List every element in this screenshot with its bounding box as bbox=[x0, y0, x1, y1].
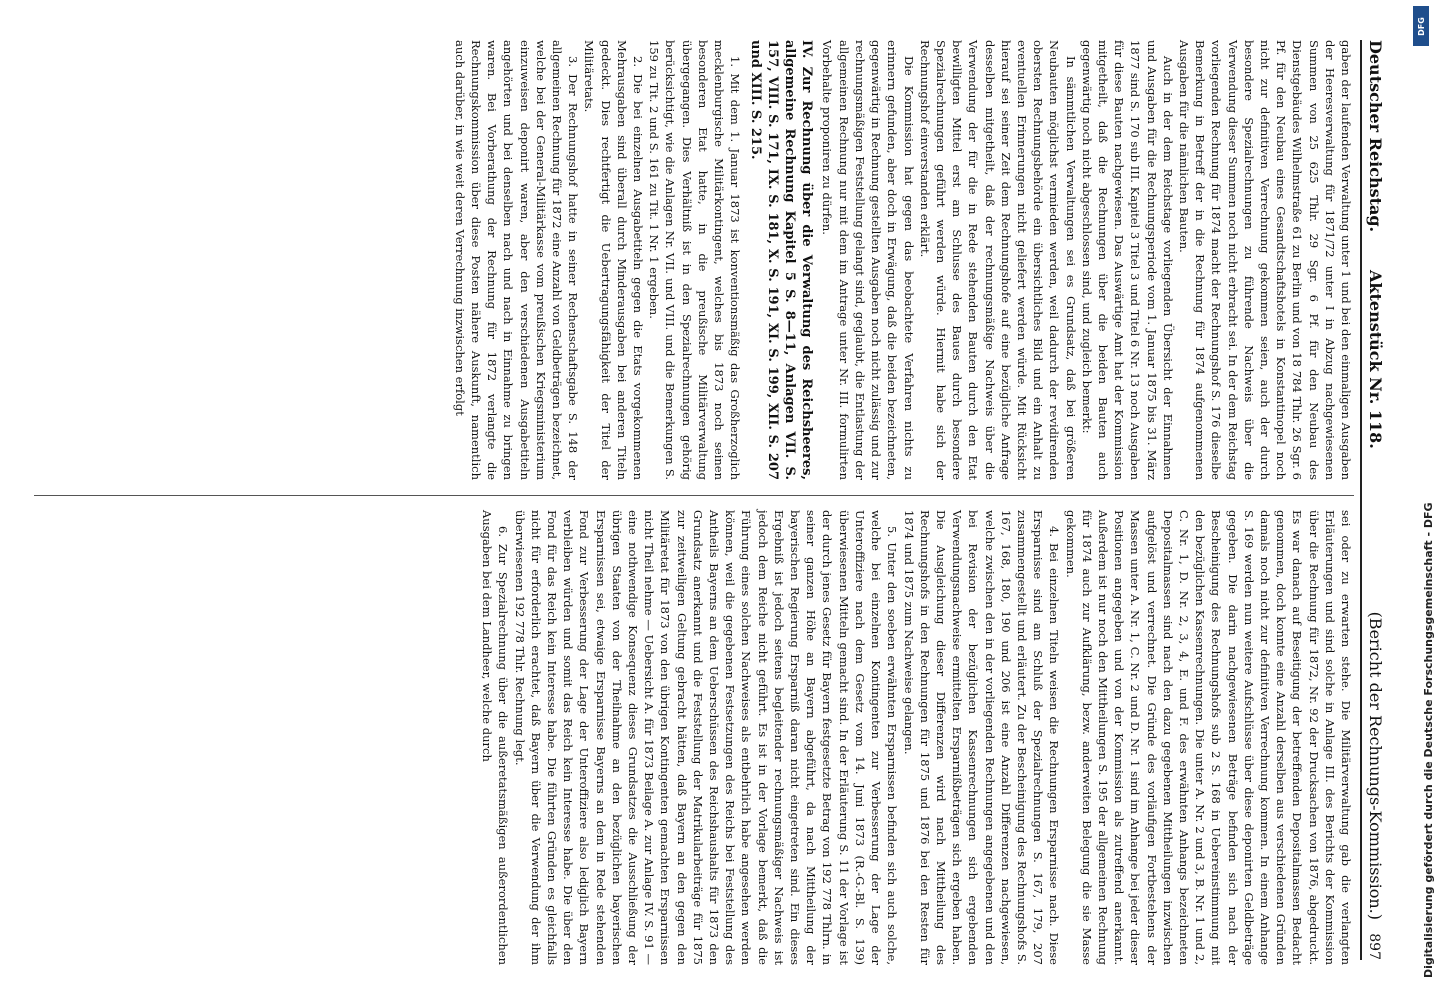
dfg-logo bbox=[1413, 6, 1429, 46]
paragraph: 5. Unter den soeben erwähnten Ersparnissen befinden sich auch solche, welche bei einzelnen Kontingenten zur Verbesserung der Lage der Unteroffiziere nach dem Gesetz vom 14. Juni 1873 (R.-G.-Bl. S. 139) überwiesenen Mitteln gemacht sind. In der Erläuterung S. 11 der Vorlage ist der durch jenes Gesetz für Bayern festgesetzte Betrag von 192 778 Thlrn. in seiner ganzen Höhe an Bayern abgeführt, da nach Mittheilung der bayerischen Regierung Ersparniß daran nicht eingetreten sind. Ein dieses Ergebniß ist jedoch seitens begleitender rechnungsmäßiger Nachweis ist jedoch dem Reiche nicht geführt. Es ist in der Vorlage bemerkt, daß die Führung eines solchen Nachweises als entbehrlich habe angesehen werden können, weil die gegebenen Festsetzungen des Reichs bei Feststellung des Antheils Bayerns an dem Ueberschüssen des Reichshaushalts für 1873 den Grundsatz anerkannt und die Feststellung der Matrikularbeiträge für 1875 zur zeitweiligen Geltung gebracht hätten, daß Bayern an den gegen den Militäretat für 1873 von den übrigen Kontingenten gemachten Ersparnissen nicht Theil nehme — Uebersicht A. für 1873 Beilage A. zur Anlage IV. S. 91 — eine nothwendige Konsequenz dieses Grundsatzes die Ausschließung der übrigen Staaten von der Theilnahme an den bezüglichen bayerischen Ersparnissen sei, etwaige Ersparnisse Bayerns an dem in Rede stehenden Fond zur Verbesserung der Lage der Unteroffiziere also lediglich Bayern verbleiben würden und somit das Reich kein Interesse habe. Die über den Fond für das Reich kein Interesse habe. Die führten Gründen es gleichfalls nicht für erforderlich erachtet, daß Bayern über die Verwendung der ihm überwiesenen 192 778 Thlr. Rechnung legt. bbox=[512, 510, 900, 965]
digitization-credit bbox=[1408, 8, 1435, 992]
digitization-credit-text: Digitalisierung gefördert durch die Deutsche Forschungsgemeinschaft - DFG bbox=[1422, 502, 1435, 978]
paragraph: In sämmtlichen Verwaltungen sei es Grundsatz, daß bei größeren Neubauten möglichst vermieden werden, weil dadurch der revidirenden obersten Rechnungsbehörde ein übersichtliches Bild und ein Anhalt zu eventuellen Erinnerungen nicht geliefert werden würde. Mit Rücksicht hierauf sei seiner Zeit dem Rechnungshofe auf eine bezügliche Anfrage desselben mitgetheilt, daß der rechnungsmäßige Nachweis über die Verwendung der für die in Rede stehenden Bauten durch den Etat bewilligten Mittel erst am Schlusse des Baues durch besondere Spezialrechnungen geführt werden würde. Hiermit habe sich der Rechnungshof einverstanden erklärt. bbox=[917, 40, 1078, 480]
paragraph: 2. Die bei einzelnen Ausgabetiteln gegen die Etats vorgekommenen Mehrausgaben sind überall durch Minderausgaben bei anderen Titeln gedeckt. Dies rechtfertigt die Uebertragungsfähigkeit der Titel der Militäretats. bbox=[582, 40, 646, 480]
dfg-logo-text: DFG bbox=[1416, 16, 1426, 36]
section-heading: IV. Zur Rechnung über die Verwaltung des Reichsheeres, allgemeine Rechnung Kapitel 5 S. 8—11, Anlagen VII. S. 157, VIII. S. 171, IX. S. 181, X. S. 191, XI. S. 199, XII. S. 207 und XIII. S. 215. bbox=[748, 40, 815, 480]
column-divider bbox=[34, 495, 1354, 496]
text-column-left bbox=[34, 40, 1354, 480]
paragraph: 6. Zur Spezialrechnung über die außeretatsmäßigen außerordentlichen Ausgaben bei dem Landheer, welche durch bbox=[480, 510, 511, 965]
text-column-right bbox=[34, 510, 1354, 965]
paragraph: 4. Bei einzelnen Titeln weisen die Rechnungen Ersparnisse nach. Diese Ersparnisse sind am Schluß der Spezialrechnungen S. 167, 179, 207 zusammengestellt und erläutert. Zu der Bescheinigung des Rechnungshofs S. 167, 168, 180, 190 und 206 ist eine Anzahl Differenzen nachgewiesen, welche zwischen den in der vorliegenden Rechnungen angegebenen und den bei Revision der bezüglichen Kassenrechnungen sich ergebenden Verwendungsnachweise ermittelten Ersparnißbeträgen sich ergeben haben. Die Ausgleichung dieser Differenzen wird nach Mittheilung des Rechnungshofs in den Rechnungen für 1875 und 1876 bei den Resten für 1874 und 1875 zum Nachweise gelangen. bbox=[901, 510, 1062, 965]
paragraph: Auch in der dem Reichstage vorliegenden Übersicht der Einnahmen und Ausgaben für die Rechnungsperiode vom 1. Januar 1875 bis 31. März 1877 sind S. 170 sub III. Kapitel 3 Titel 3 und Titel 6 Nr. 13 noch Ausgaben für diese Bauten nachgewiesen. Das Auswärtige Amt hat der Kommission mitgetheilt, daß die Rechnungen über die beiden Bauten auch gegenwärtig noch nicht abgeschlossen sind, und zugleich bemerkt: bbox=[1079, 40, 1175, 480]
page-number: 897 bbox=[1366, 933, 1382, 960]
header-document-number: Aktenstück Nr. 118. bbox=[1366, 270, 1385, 449]
header-section-title: (Bericht der Rechnungs-Kommission.) bbox=[1366, 611, 1385, 920]
paragraph: sei oder zu erwarten stehe. Die Militärverwaltung gab die verlangten Erläuterungen und sind solche in Anlage III. des Berichts der Kommission über die Rechnung für 1872, Nr. 92 der Drucksachen von 1876, abgedruckt. Es war danach auf Beseitigung der betreffenden Depositalmassen Bedacht genommen, doch konnte eine Anzahl derselben aus verschiedenen Gründen damals noch nicht zur definitiven Verrechnung kommen. In einem Anhange S. 169 werden nun weitere Aufschlüsse über diese deponirten Geldbeträge gegeben. Die darin nachgewiesenen Beträge befinden sich nach der Bescheinigung des Rechnungshofs sub 2 S. 168 in Uebereinstimmung mit den bezüglichen Kassenrechnungen. Die unter A. Nr. 2 und 3, B. Nr. 1 und 2, C. Nr. 1, D. Nr. 2, 3, 4, E. und F. des erwähnten Anhangs bezeichneten Depositalmassen sind nach den dazu gegebenen Mittheilungen inzwischen aufgelöst und verrechnet. Die Gründe des vorläufigen Fortbestehens der Massen unter A. Nr. 1, C. Nr. 2 und D. Nr. 1 sind im Anhange bei jeder dieser Positionen angegeben und von der Kommission als zutreffend anerkannt. Außerdem ist nur noch den Mittheilungen S. 195 der allgemeinen Rechnung für 1874 auch zur Aufklärung, bezw. anderweiten Belegung die sie Masse gekommen. bbox=[1063, 510, 1353, 965]
paragraph: 3. Der Rechnungshof hatte in seiner Rechenschaftsgabe S. 148 der allgemeinen Rechnung für 1872 eine Anzahl von Geldbeträgen bezeichnet, welche bei der General-Militärkasse vom preußischen Kriegsministerium einzuweisen deponirt waren, aber den verschiedenen Ausgabetiteln angehörten und bei denselben nach und nach in Einnahme zu bringen waren. Bei Vorberathung der Rechnung für 1872 verlangte die Rechnungskommission über diese Posten nähere Auskunft, namentlich auch darüber, in wie weit deren Verrechnung inzwischen erfolgt bbox=[452, 40, 581, 480]
paragraph: Die Kommission hat gegen das beobachtete Verfahren nichts zu erinnern gefunden, aber doch in Erwägung, daß die beiden bezeichneten, gegenwärtig in Rechnung gestellten Ausgaben noch nicht zulässig und zur rechnungsmäßigen Feststellung gelangt sind, geglaubt, die Entlastung der allgemeinen Rechnung nur mit dem im Antrage unter Nr. III. formulirten Vorbehalte proponiren zu dürfen. bbox=[820, 40, 916, 480]
page-header bbox=[1360, 40, 1392, 960]
header-publication: Deutscher Reichstag. bbox=[1366, 40, 1385, 233]
paragraph: gaben der laufenden Verwaltung unter 1 und bei den einmaligen Ausgaben der Heeresverwaltung für 1871/72 unter I in Abzug nachgewiesenen Summen von 25 625 Thlr. 29 Sgr. 6 Pf. für den Neubau des Dienstgebäudes Wilhelmstraße 61 zu Berlin und von 18 784 Thlr. 26 Sgr. 6 Pf. für den Neubau eines Gesandtschaftshotels in Konstantinopel noch nicht zur definitiven Verrechnung gekommen seien, auch der durch besondere Spezialrechnungen zu führende Nachweis über die Verwendung dieser Summen noch nicht erbracht sei. In der dem Reichstag vorliegenden Rechnung für 1874 macht der Rechnungshof S. 176 dieselbe Bemerkung in Betreff der in die Rechnung für 1874 aufgenommenen Ausgaben für die nämlichen Bauten. bbox=[1176, 40, 1353, 480]
paragraph: 1. Mit dem 1. Januar 1873 ist konventionsmäßig das Großherzoglich mecklenburgische Militärkontingent, welches bis 1873 noch seinen besonderen Etat hatte, in die preußische Militärverwaltung übergegangen. Dies Verhältniß ist in den Spezialrechnungen gehörig berücksichtigt, wie die Anlagen Nr. VII. und VIII. und die Bemerkungen S. 159 zu Tit. 2 und S. 161 zu Tit. 1 Nr. 1 ergeben. bbox=[647, 40, 743, 480]
document-page bbox=[10, 0, 1410, 1000]
